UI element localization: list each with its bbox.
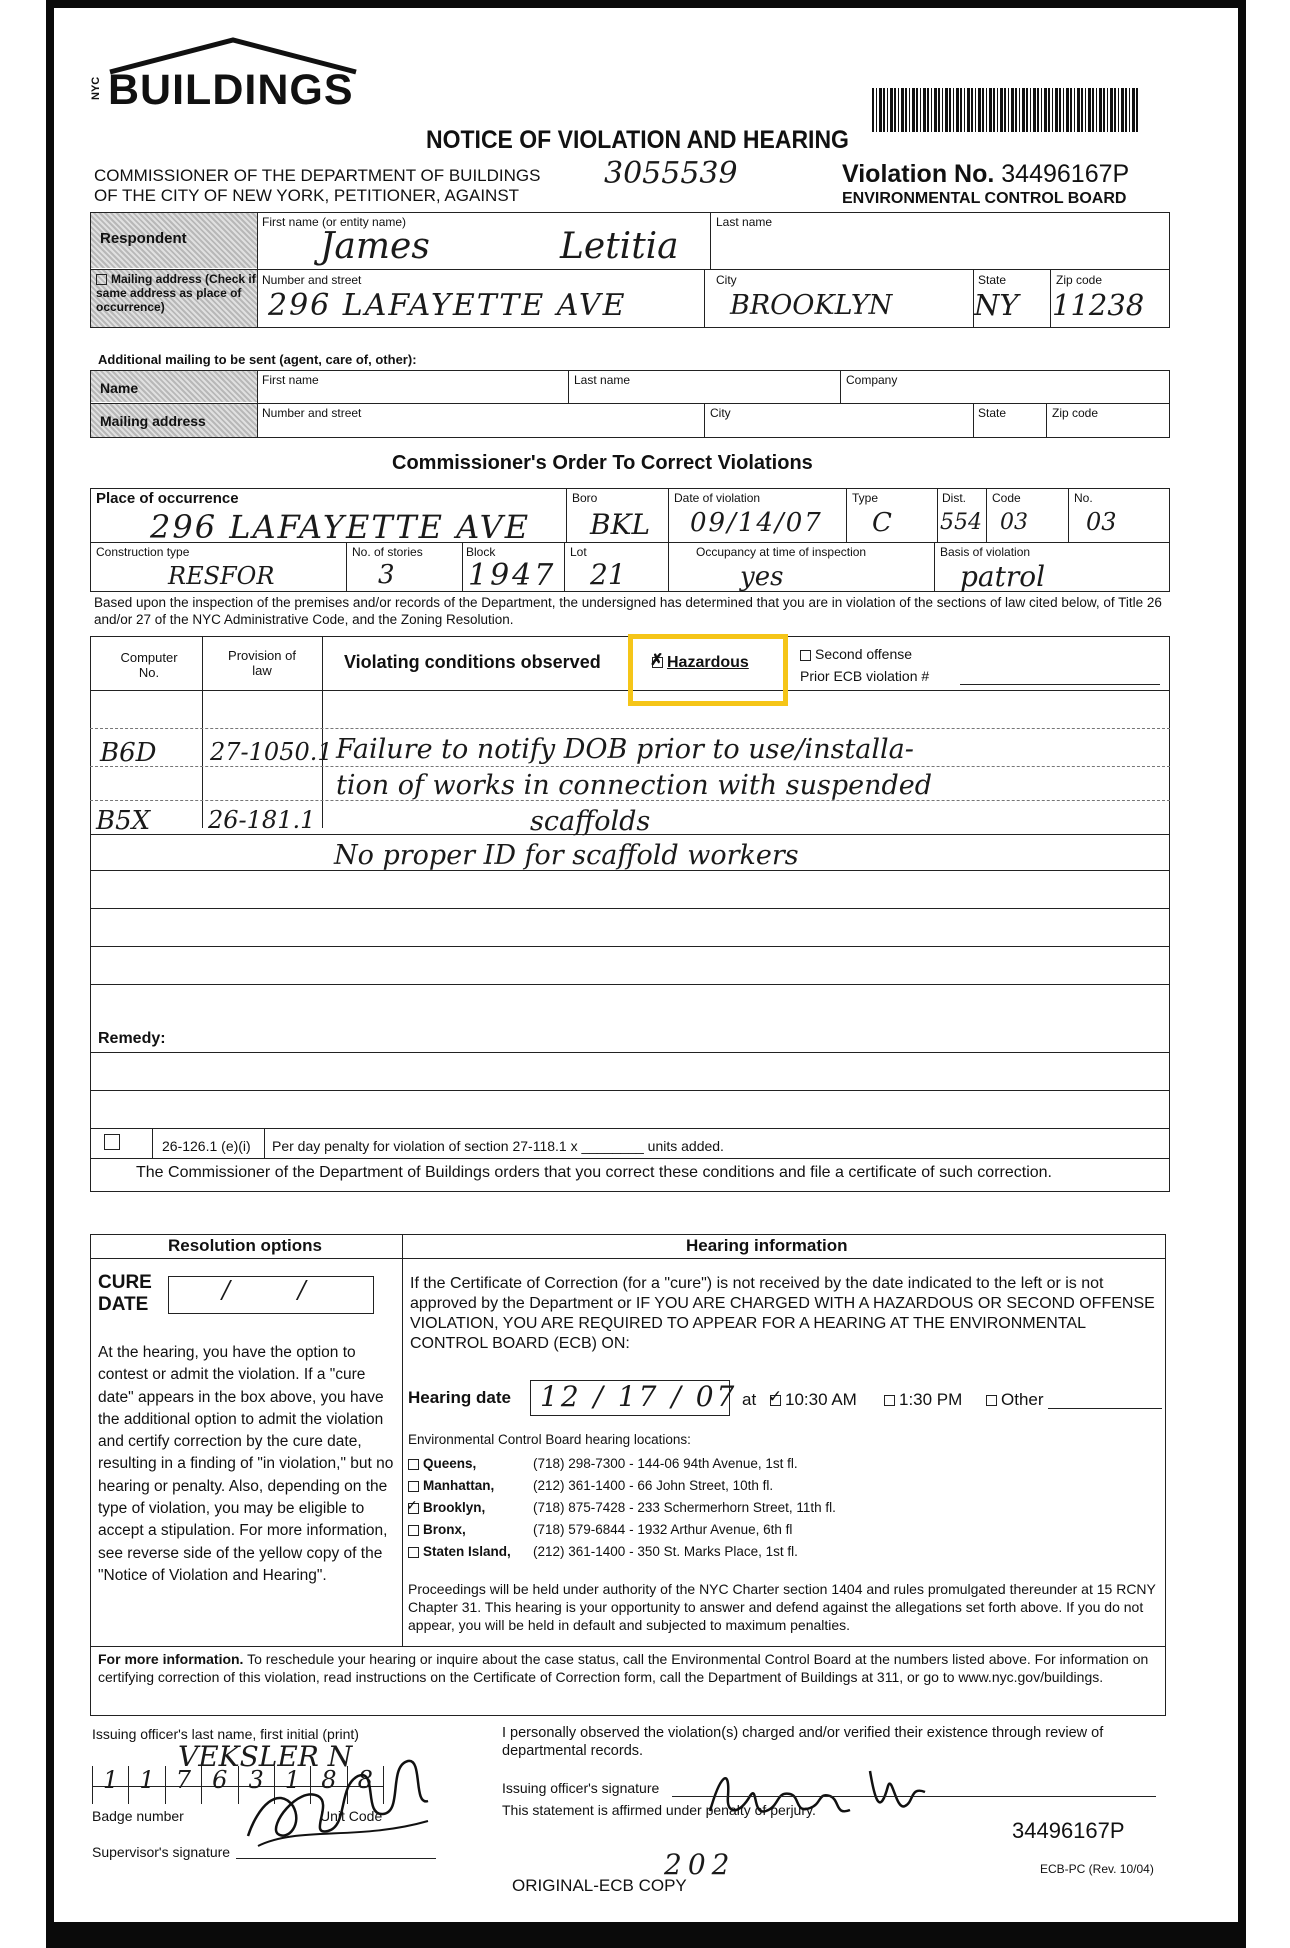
no-label: No.: [1074, 491, 1093, 505]
time-other-option[interactable]: Other: [986, 1390, 1044, 1410]
time-1030-option[interactable]: ✓ 10:30 AM: [768, 1387, 857, 1409]
handwritten-number: 3055539: [604, 156, 738, 191]
place-label: Place of occurrence: [96, 490, 239, 507]
scan-border-top: [46, 0, 1246, 8]
footer-violation-number: 34496167P: [1012, 1818, 1125, 1843]
hearing-title: Hearing information: [686, 1236, 848, 1255]
respondent-city: BROOKLYN: [730, 290, 893, 321]
badge-digit: 8: [347, 1766, 384, 1804]
badge-digit: 1: [274, 1766, 310, 1804]
type-value: C: [872, 508, 892, 538]
additional-mailing-address-label: Mailing address: [100, 413, 206, 429]
commissioner-line-1: COMMISSIONER OF THE DEPARTMENT OF BUILDINGS: [94, 166, 541, 185]
agency-name: BUILDINGS: [108, 66, 354, 114]
boro-value: BKL: [590, 508, 651, 541]
additional-street-label: Number and street: [262, 406, 362, 420]
boro-label: Boro: [572, 491, 598, 505]
badge-digit: 7: [165, 1766, 201, 1804]
time-130-option[interactable]: 1:30 PM: [884, 1390, 962, 1410]
badge-digit: 3: [238, 1766, 274, 1804]
computer-no-label: Computer No.: [120, 650, 178, 680]
officer-signature-label: Issuing officer's signature: [502, 1780, 660, 1796]
code-label: Code: [992, 491, 1021, 505]
scan-border-bottom: [46, 1922, 1246, 1948]
violation-text-4: No proper ID for scaffold workers: [334, 840, 799, 871]
penalty-section: 26-126.1 (e)(i): [162, 1138, 251, 1154]
badge-digit: 6: [201, 1766, 237, 1804]
respondent-zip: 11238: [1052, 288, 1145, 322]
scan-border-left: [46, 0, 54, 1948]
additional-company-label: Company: [846, 373, 898, 387]
additional-first-name-label: First name: [262, 373, 319, 387]
violation-provision-2: 26-181.1: [208, 806, 316, 834]
remedy-label: Remedy:: [98, 1030, 166, 1047]
additional-last-name-label: Last name: [574, 373, 631, 387]
zip-label: Zip code: [1056, 273, 1103, 287]
lot-value: 21: [590, 558, 626, 591]
more-info-text: For more information. To reschedule your hearing or inquire about the case status, call the Environmental Control Board at the numbers listed above. For information on certifying correction of this violation, read instructions on the Certificate of Correction form, call the Department of Buildings at 311, or go to www.nyc.gov/buildings.: [98, 1651, 1149, 1685]
block-label: Block: [466, 545, 496, 559]
hazardous-check-icon: ✗: [650, 652, 664, 670]
inspection-statement: Based upon the inspection of the premises and/or records of the Department, the undersigned has determined that you are in violation of the sections of law cited below, of Title 26 and/or 27 of the NYC Administrative Code, and the Zoning Resolution.: [94, 595, 1162, 627]
resolution-text: At the hearing, you have the option to contest or admit the violation. If a "cure date" appears in the box above, you have the additional option to admit the violation and certify correction by the cure date, resulting in a finding of "in violation," but no hearing or penalty. Also, depending on the type of violation, you may be eligible to accept a stipulation. For more information, see reverse side of the yellow copy of the "Notice of Violation and Hearing".: [98, 1344, 394, 1584]
second-offense-checkbox[interactable]: Second offense: [800, 646, 912, 662]
construction-value: RESFOR: [168, 562, 275, 590]
perjury-statement: This statement is affirmed under penalty of perjury.: [502, 1802, 816, 1818]
conditions-label: Violating conditions observed: [344, 652, 601, 672]
original-copy-label: ORIGINAL-ECB COPY: [512, 1876, 687, 1895]
officer-name: VEKSLER N: [178, 1740, 353, 1773]
city-label: City: [716, 273, 737, 287]
lot-label: Lot: [570, 545, 587, 559]
cure-label-1: CURE: [98, 1272, 152, 1293]
violation-code-2: B5X: [96, 806, 151, 836]
hearing-date-value: 12 / 17 / 07: [540, 1380, 738, 1413]
location-brooklyn[interactable]: ✓ Brooklyn, (718) 875-7428 - 233 Schermerhorn Street, 11th fl.: [406, 1496, 836, 1515]
block-value: 1947: [468, 558, 557, 593]
basis-value: patrol: [960, 560, 1046, 593]
respondent-label: Respondent: [100, 230, 187, 247]
violations-box: [90, 636, 1170, 1192]
dist-label: Dist.: [942, 491, 966, 505]
board-name: ENVIRONMENTAL CONTROL BOARD: [842, 190, 1127, 207]
respondent-first-name: James: [320, 226, 430, 267]
penalty-checkbox[interactable]: [104, 1134, 120, 1150]
respondent-street: 296 LAFAYETTE AVE: [268, 288, 627, 323]
code-value: 03: [1000, 510, 1028, 535]
prior-ecb-label: Prior ECB violation #: [800, 668, 930, 684]
type-label: Type: [852, 491, 879, 505]
street-label: Number and street: [262, 273, 362, 287]
hearing-intro: If the Certificate of Correction (for a "cure") is not received by the date indicated to the left or is not approved by the Department or IF YOU ARE CHARGED WITH A HAZARDOUS OR SECOND OFFENSE VIOLATION, YOU ARE REQUIRED TO APPEAR FOR A HEARING AT THE ENVIRONMENTAL CONTROL BOARD (ECB) ON:: [410, 1275, 1155, 1352]
last-name-label: Last name: [716, 215, 773, 229]
additional-state-label: State: [978, 406, 1007, 420]
commissioner-line-2: OF THE CITY OF NEW YORK, PETITIONER, AGAINST: [94, 186, 520, 205]
provision-label: Provision of law: [228, 648, 296, 678]
additional-city-label: City: [710, 406, 731, 420]
proceedings-text: Proceedings will be held under authority of the NYC Charter section 1404 and rules promulgated thereunder at 15 RCNY Chapter 31. This hearing is your opportunity to answer and defend against the allegations set forth above. If you do not appear, you will be held in default and subjected to maximum penalties.: [408, 1581, 1156, 1633]
agency-prefix: NYC: [90, 76, 102, 100]
construction-label: Construction type: [96, 545, 190, 559]
cure-date-value: / /: [222, 1276, 336, 1304]
page-stamp: 202: [664, 1848, 736, 1881]
location-bronx[interactable]: Bronx, (718) 579-6844 - 1932 Arthur Avenue, 6th fl: [408, 1522, 792, 1537]
form-code: ECB-PC (Rev. 10/04): [1040, 1862, 1154, 1876]
occupancy-label: Occupancy at time of inspection: [696, 545, 867, 559]
respondent-last-name: Letitia: [560, 226, 679, 267]
barcode: [872, 88, 1140, 132]
location-queens[interactable]: Queens, (718) 298-7300 - 144-06 94th Avenue, 1st fl.: [408, 1456, 798, 1471]
badge-digit: 8: [310, 1766, 346, 1804]
date-label: Date of violation: [674, 491, 761, 505]
respondent-state: NY: [974, 288, 1019, 322]
badge-digit: 1: [92, 1766, 128, 1804]
additional-name-label: Name: [100, 380, 139, 396]
location-staten-island[interactable]: Staten Island, (212) 361-1400 - 350 St. Marks Place, 1st fl.: [408, 1544, 798, 1559]
officer-name-label: Issuing officer's last name, first initial (print): [92, 1726, 359, 1742]
penalty-text: Per day penalty for violation of section 27-118.1 x ________ units added.: [272, 1138, 724, 1154]
first-name-label: First name (or entity name): [262, 215, 407, 229]
additional-zip-label: Zip code: [1052, 406, 1099, 420]
badge-digit: 1: [128, 1766, 164, 1804]
date-value: 09/14/07: [690, 508, 823, 538]
state-label: State: [978, 273, 1007, 287]
order-title: Commissioner's Order To Correct Violations: [392, 452, 813, 474]
hazardous-checkbox[interactable]: ✗ Hazardous: [650, 652, 749, 671]
basis-label: Basis of violation: [940, 545, 1031, 559]
affirmation-text: I personally observed the violation(s) charged and/or verified their existence through review of departmental records.: [502, 1725, 1104, 1759]
violation-number: 34496167P: [1001, 160, 1130, 188]
violation-text-2: tion of works in connection with suspended: [336, 770, 933, 801]
place-value: 296 LAFAYETTE AVE: [150, 508, 531, 546]
stories-value: 3: [378, 560, 395, 590]
supervisor-signature-image: [238, 1746, 438, 1858]
violation-code-1: B6D: [100, 738, 157, 768]
violation-provision-1: 27-1050.1: [210, 738, 333, 766]
violation-label: Violation No. 34496167P: [842, 160, 1130, 188]
stories-label: No. of stories: [352, 545, 423, 559]
occupancy-value: yes: [740, 562, 784, 592]
additional-mailing-label: Additional mailing to be sent (agent, care of, other):: [98, 352, 417, 367]
unit-code-label: Unit Code: [320, 1808, 383, 1824]
hearing-at-label: at: [742, 1390, 757, 1409]
notice-title: NOTICE OF VIOLATION AND HEARING: [426, 126, 849, 154]
resolution-title: Resolution options: [168, 1236, 322, 1255]
dist-value: 554: [940, 510, 982, 535]
scan-border-right: [1238, 0, 1246, 1948]
locations-label: Environmental Control Board hearing locations:: [408, 1432, 691, 1447]
commissioner-order-line: The Commissioner of the Department of Buildings orders that you correct these conditions and file a certificate of such correction.: [136, 1164, 1052, 1181]
violation-text-3: scaffolds: [530, 806, 651, 837]
cure-label-2: DATE: [98, 1294, 149, 1315]
violation-text-1: Failure to notify DOB prior to use/installa-: [336, 734, 914, 765]
location-manhattan[interactable]: Manhattan, (212) 361-1400 - 66 John Street, 10th fl.: [408, 1478, 773, 1493]
mailing-check-label: Mailing address (Check if same address as place of occurrence): [96, 272, 256, 314]
supervisor-signature-label: Supervisor's signature: [92, 1844, 231, 1860]
no-value: 03: [1086, 508, 1117, 536]
hearing-date-label: Hearing date: [408, 1388, 511, 1407]
badge-number-label: Badge number: [92, 1808, 184, 1824]
